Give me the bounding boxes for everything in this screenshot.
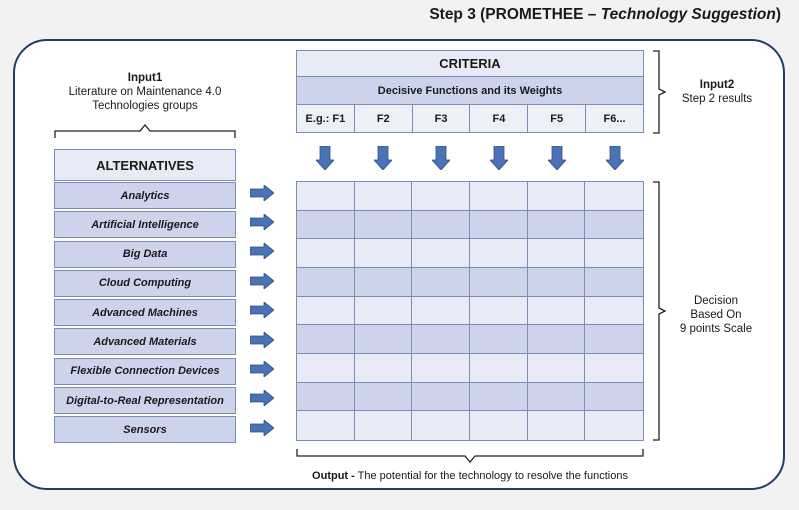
input1-heading: Input1 (127, 72, 163, 84)
arrow-down-icon (606, 146, 624, 170)
arrow-right-icon (250, 361, 274, 377)
alternatives-header: ALTERNATIVES (54, 149, 236, 181)
decision-brace (652, 181, 666, 441)
arrow-right-icon (250, 214, 274, 230)
decision-line2: Based On (690, 309, 742, 321)
matrix-cell (355, 354, 413, 383)
arrow-down-icon (490, 146, 508, 170)
input2-block (672, 78, 762, 106)
matrix-cell (585, 239, 643, 268)
decision-block (676, 294, 756, 336)
matrix-cell (470, 325, 528, 354)
title-prefix: Step 3 (PROMETHEE – (429, 6, 601, 23)
matrix-cell (297, 211, 355, 240)
arrow-down-icon (432, 146, 450, 170)
matrix-cell (412, 297, 470, 326)
decision-matrix (296, 181, 644, 441)
alternative-item: Digital-to-Real Representation (54, 387, 236, 414)
matrix-cell (355, 325, 413, 354)
criteria-column: F4 (470, 105, 528, 133)
alternative-item: Big Data (54, 241, 236, 268)
alternative-item: Advanced Machines (54, 299, 236, 326)
matrix-cell (355, 411, 413, 440)
input1-line2: Technologies groups (92, 100, 198, 112)
matrix-cell (297, 411, 355, 440)
output-brace (296, 448, 644, 464)
matrix-cell (470, 182, 528, 211)
matrix-cell (528, 268, 586, 297)
matrix-cell (585, 383, 643, 412)
input1-brace (54, 124, 236, 140)
matrix-cell (585, 325, 643, 354)
matrix-cell (297, 354, 355, 383)
criteria-column: F6... (586, 105, 644, 133)
alternative-item: Cloud Computing (54, 270, 236, 297)
output-label: Output - (312, 470, 355, 482)
matrix-cell (297, 239, 355, 268)
output-text: The potential for the technology to resolve the functions (354, 470, 628, 482)
matrix-cell (297, 325, 355, 354)
matrix-cell (412, 239, 470, 268)
matrix-cell (412, 383, 470, 412)
alternative-item: Advanced Materials (54, 328, 236, 355)
matrix-cell (528, 297, 586, 326)
criteria-column: E.g.: F1 (296, 105, 355, 133)
arrow-down-icon (316, 146, 334, 170)
matrix-cell (412, 211, 470, 240)
matrix-cell (528, 182, 586, 211)
arrow-right-icon (250, 332, 274, 348)
arrow-right-icon (250, 420, 274, 436)
matrix-cell (528, 354, 586, 383)
matrix-cell (412, 411, 470, 440)
matrix-cell (412, 182, 470, 211)
matrix-cell (297, 383, 355, 412)
matrix-cell (470, 411, 528, 440)
matrix-cell (355, 383, 413, 412)
criteria-column: F2 (355, 105, 413, 133)
input2-brace (652, 50, 666, 134)
decision-line1: Decision (693, 295, 739, 307)
page-title (429, 6, 781, 24)
matrix-cell (470, 268, 528, 297)
matrix-cell (585, 211, 643, 240)
matrix-cell (355, 268, 413, 297)
matrix-cell (355, 239, 413, 268)
criteria-subheader: Decisive Functions and its Weights (296, 77, 644, 105)
matrix-cell (297, 268, 355, 297)
matrix-cell (297, 182, 355, 211)
input2-heading: Input2 (699, 79, 735, 91)
criteria-header: CRITERIA (296, 50, 644, 77)
matrix-cell (470, 239, 528, 268)
decision-line3: 9 points Scale (679, 323, 753, 335)
matrix-cell (355, 297, 413, 326)
criteria-columns (296, 105, 644, 133)
matrix-cell (528, 239, 586, 268)
matrix-cell (585, 182, 643, 211)
alternative-item: Artificial Intelligence (54, 211, 236, 238)
matrix-cell (528, 411, 586, 440)
arrow-right-icon (250, 273, 274, 289)
alternative-item: Analytics (54, 182, 236, 209)
matrix-cell (528, 325, 586, 354)
alternative-item: Sensors (54, 416, 236, 443)
arrow-down-icon (374, 146, 392, 170)
criteria-table (296, 50, 644, 133)
arrow-down-icon (548, 146, 566, 170)
matrix-cell (355, 211, 413, 240)
criteria-column: F5 (528, 105, 586, 133)
matrix-cell (585, 354, 643, 383)
matrix-cell (470, 211, 528, 240)
output-caption (296, 470, 644, 482)
input2-line1: Step 2 results (681, 93, 753, 105)
matrix-cell (470, 297, 528, 326)
matrix-cell (412, 354, 470, 383)
matrix-cell (355, 182, 413, 211)
matrix-cell (585, 268, 643, 297)
arrow-right-icon (250, 243, 274, 259)
matrix-cell (412, 325, 470, 354)
matrix-cell (470, 354, 528, 383)
arrow-right-icon (250, 302, 274, 318)
title-emphasis: Technology Suggestion (600, 6, 776, 23)
criteria-column: F3 (413, 105, 471, 133)
arrow-right-icon (250, 185, 274, 201)
matrix-cell (470, 383, 528, 412)
alternatives-list (54, 149, 236, 446)
matrix-cell (528, 383, 586, 412)
matrix-cell (585, 297, 643, 326)
matrix-cell (528, 211, 586, 240)
alternative-item: Flexible Connection Devices (54, 358, 236, 385)
matrix-cell (297, 297, 355, 326)
matrix-cell (412, 268, 470, 297)
matrix-cell (585, 411, 643, 440)
input1-block (55, 71, 235, 113)
arrow-right-icon (250, 390, 274, 406)
title-suffix: ) (775, 6, 781, 23)
input1-line1: Literature on Maintenance 4.0 (68, 86, 222, 98)
